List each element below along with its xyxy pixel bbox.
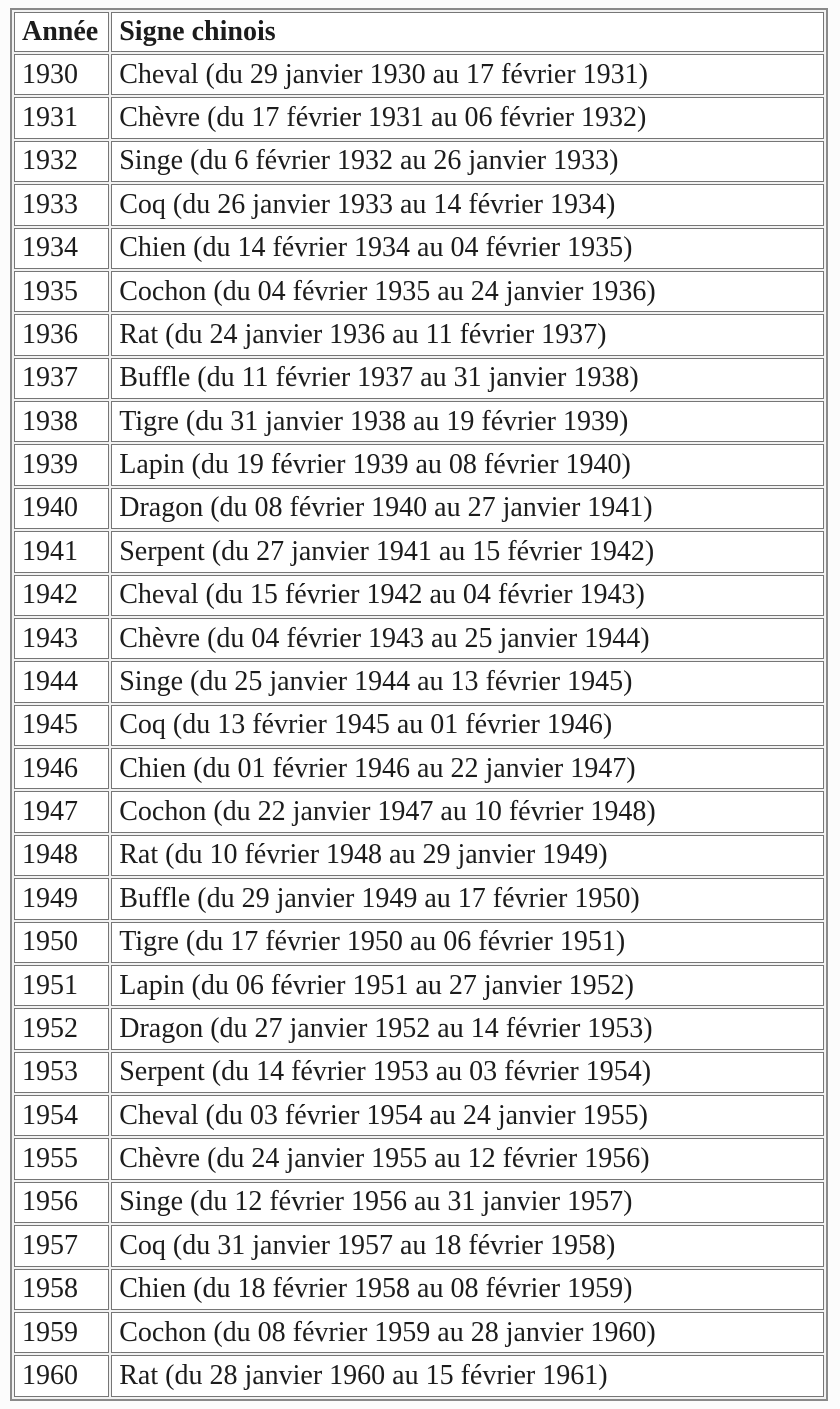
table-row <box>14 748 824 789</box>
sign-cell: Coq (du 13 février 1945 au 01 février 1946) <box>111 705 824 746</box>
year-cell: 1938 <box>14 401 109 442</box>
sign-cell: Chèvre (du 17 février 1931 au 06 février 1932) <box>111 97 824 138</box>
table-row <box>14 271 824 312</box>
sign-cell: Chien (du 14 février 1934 au 04 février 1935) <box>111 228 824 269</box>
table-row <box>14 705 824 746</box>
table-row <box>14 97 824 138</box>
year-cell: 1940 <box>14 488 109 529</box>
year-cell: 1948 <box>14 835 109 876</box>
sign-cell: Serpent (du 14 février 1953 au 03 février 1954) <box>111 1052 824 1093</box>
year-cell: 1949 <box>14 878 109 919</box>
year-cell: 1931 <box>14 97 109 138</box>
year-cell: 1936 <box>14 314 109 355</box>
sign-cell: Serpent (du 27 janvier 1941 au 15 février 1942) <box>111 531 824 572</box>
sign-cell: Lapin (du 06 février 1951 au 27 janvier 1952) <box>111 965 824 1006</box>
sign-cell: Singe (du 12 février 1956 au 31 janvier 1957) <box>111 1182 824 1223</box>
sign-cell: Singe (du 25 janvier 1944 au 13 février 1945) <box>111 661 824 702</box>
year-cell: 1939 <box>14 444 109 485</box>
table-row <box>14 618 824 659</box>
sign-cell: Coq (du 26 janvier 1933 au 14 février 1934) <box>111 184 824 225</box>
sign-cell: Chèvre (du 04 février 1943 au 25 janvier 1944) <box>111 618 824 659</box>
sign-cell: Chien (du 18 février 1958 au 08 février 1959) <box>111 1269 824 1310</box>
year-cell: 1933 <box>14 184 109 225</box>
year-cell: 1945 <box>14 705 109 746</box>
sign-cell: Cheval (du 03 février 1954 au 24 janvier 1955) <box>111 1095 824 1136</box>
year-cell: 1954 <box>14 1095 109 1136</box>
year-cell: 1956 <box>14 1182 109 1223</box>
year-cell: 1950 <box>14 922 109 963</box>
sign-cell: Dragon (du 08 février 1940 au 27 janvier 1941) <box>111 488 824 529</box>
sign-cell: Chèvre (du 24 janvier 1955 au 12 février 1956) <box>111 1138 824 1179</box>
year-cell: 1953 <box>14 1052 109 1093</box>
table-row <box>14 1052 824 1093</box>
table-row <box>14 358 824 399</box>
sign-cell: Chien (du 01 février 1946 au 22 janvier 1947) <box>111 748 824 789</box>
table-row <box>14 184 824 225</box>
zodiac-table-body <box>14 54 824 1397</box>
sign-cell: Singe (du 6 février 1932 au 26 janvier 1933) <box>111 141 824 182</box>
year-cell: 1955 <box>14 1138 109 1179</box>
sign-cell: Rat (du 10 février 1948 au 29 janvier 1949) <box>111 835 824 876</box>
sign-cell: Cochon (du 22 janvier 1947 au 10 février 1948) <box>111 791 824 832</box>
zodiac-table-header <box>14 12 824 52</box>
year-cell: 1951 <box>14 965 109 1006</box>
table-row <box>14 575 824 616</box>
year-cell: 1930 <box>14 54 109 95</box>
sign-cell: Cochon (du 04 février 1935 au 24 janvier 1936) <box>111 271 824 312</box>
table-row <box>14 1138 824 1179</box>
table-row <box>14 1008 824 1049</box>
year-cell: 1937 <box>14 358 109 399</box>
table-row <box>14 1095 824 1136</box>
year-cell: 1941 <box>14 531 109 572</box>
year-cell: 1944 <box>14 661 109 702</box>
table-row <box>14 661 824 702</box>
year-cell: 1952 <box>14 1008 109 1049</box>
table-row <box>14 531 824 572</box>
year-cell: 1934 <box>14 228 109 269</box>
table-row <box>14 791 824 832</box>
sign-cell: Buffle (du 11 février 1937 au 31 janvier 1938) <box>111 358 824 399</box>
table-row <box>14 878 824 919</box>
sign-cell: Lapin (du 19 février 1939 au 08 février 1940) <box>111 444 824 485</box>
year-cell: 1960 <box>14 1355 109 1397</box>
sign-cell: Coq (du 31 janvier 1957 au 18 février 1958) <box>111 1225 824 1266</box>
sign-cell: Cochon (du 08 février 1959 au 28 janvier 1960) <box>111 1312 824 1353</box>
year-cell: 1959 <box>14 1312 109 1353</box>
sign-cell: Rat (du 28 janvier 1960 au 15 février 1961) <box>111 1355 824 1397</box>
table-row <box>14 141 824 182</box>
year-cell: 1957 <box>14 1225 109 1266</box>
table-row <box>14 1182 824 1223</box>
table-row <box>14 835 824 876</box>
sign-cell: Cheval (du 29 janvier 1930 au 17 février 1931) <box>111 54 824 95</box>
sign-cell: Buffle (du 29 janvier 1949 au 17 février 1950) <box>111 878 824 919</box>
table-row <box>14 488 824 529</box>
zodiac-table <box>10 8 828 1401</box>
table-row <box>14 401 824 442</box>
sign-cell: Cheval (du 15 février 1942 au 04 février 1943) <box>111 575 824 616</box>
year-cell: 1947 <box>14 791 109 832</box>
column-header-signe-chinois: Signe chinois <box>111 12 824 52</box>
year-cell: 1946 <box>14 748 109 789</box>
sign-cell: Dragon (du 27 janvier 1952 au 14 février 1953) <box>111 1008 824 1049</box>
table-row <box>14 228 824 269</box>
sign-cell: Rat (du 24 janvier 1936 au 11 février 1937) <box>111 314 824 355</box>
table-row <box>14 1312 824 1353</box>
table-row <box>14 1269 824 1310</box>
sign-cell: Tigre (du 31 janvier 1938 au 19 février 1939) <box>111 401 824 442</box>
column-header-annee: Année <box>14 12 109 52</box>
year-cell: 1942 <box>14 575 109 616</box>
table-row <box>14 922 824 963</box>
table-row <box>14 965 824 1006</box>
table-row <box>14 314 824 355</box>
year-cell: 1932 <box>14 141 109 182</box>
header-row <box>14 12 824 52</box>
sign-cell: Tigre (du 17 février 1950 au 06 février 1951) <box>111 922 824 963</box>
year-cell: 1935 <box>14 271 109 312</box>
table-row <box>14 1225 824 1266</box>
table-row <box>14 54 824 95</box>
year-cell: 1958 <box>14 1269 109 1310</box>
table-row <box>14 444 824 485</box>
year-cell: 1943 <box>14 618 109 659</box>
table-row <box>14 1355 824 1397</box>
